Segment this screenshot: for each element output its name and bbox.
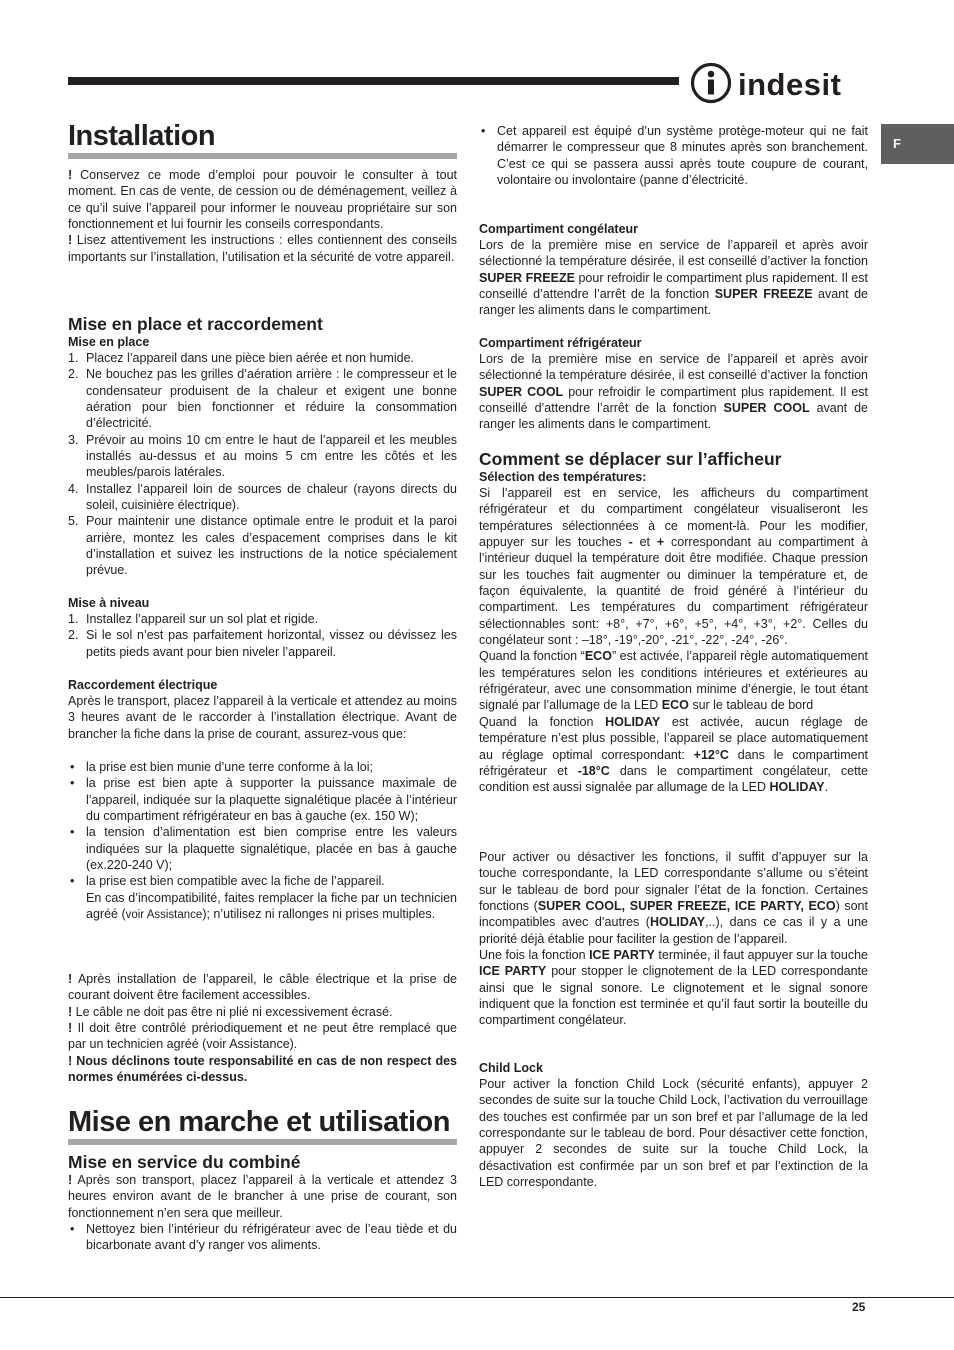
freezer-title: Compartiment congélateur	[479, 222, 639, 236]
startup-title: Mise en marche et utilisation	[68, 1106, 457, 1145]
list-item: 2. Si le sol n’est pas parfaitement horizontal, vissez ou dévissez les petits pieds avant pour bien niveler l’appareil.	[68, 628, 457, 659]
language-tab	[881, 124, 954, 164]
list-item: 1. Placez l’appareil dans une pièce bien aérée et non humide.	[68, 351, 415, 365]
leveling-list	[68, 611, 457, 660]
display-subtitle: Sélection des températures:	[479, 470, 647, 484]
installation-intro	[68, 167, 457, 265]
display-title: Comment se déplacer sur l’afficheur	[479, 449, 782, 469]
footer-rule	[0, 1297, 954, 1298]
disclaimer: ! Nous déclinons toute responsabilité en cas de non respect des normes énumérées ci-dessus.	[68, 1053, 457, 1085]
list-item: • Nettoyez bien l’intérieur du réfrigérateur avec de l’eau tiède et du bicarbonate avant d’y ranger vos aliments.	[70, 1222, 457, 1253]
fridge-section: Compartiment réfrigérateur Lors de la première mise en service de l’appareil et après avoir sélectionné la température désirée, il est conseillé d’activer la fonction SUPER COOL pour refroidir le compartiment plus rapidement. Il est conseillé d’attendre l’arrêt de la fonction SUPER COOL avant de ranger les aliments dans le compartiment.	[479, 336, 868, 432]
electrical-list	[68, 759, 457, 923]
brand-logo	[690, 62, 870, 104]
list-item: • la prise est bien munie d’une terre conforme à la loi;	[70, 760, 373, 774]
leveling-subtitle: Mise à niveau	[68, 596, 150, 610]
header-rule	[68, 77, 679, 85]
list-item: • la prise est bien apte à supporter la puissance maximale de l’appareil, indiquée sur la plaquette signalétique placée à l’intérieur du compartiment réfrigérateur en bas à gauche (ex. 150 W);	[70, 776, 457, 824]
page-number: 25	[852, 1300, 866, 1314]
list-item: • la tension d’alimentation est bien comprise entre les valeurs indiquées sur la plaquette signalétique, placée en bas à gauche (ex.220-240 V);	[70, 825, 457, 873]
language-tab-label: F	[893, 136, 901, 151]
list-item: • Cet appareil est équipé d’un système protège-moteur qui ne fait démarrer le compresseur que 8 minutes après son branchement. C’est ce qui se passera aussi après toute coupure de courant, volontaire ou involontaire (panne d’électricité.	[481, 124, 868, 188]
fridge-title: Compartiment réfrigérateur	[479, 336, 642, 350]
electrical-intro: Après le transport, placez l’appareil à la verticale et attendez au moins 3 heures avant de le raccorder à l’installation électrique. Avant de brancher la fiche dans la prise de courant, assurez-vous que:	[68, 694, 457, 741]
electrical-subtitle: Raccordement électrique	[68, 678, 218, 692]
list-item: 4. Installez l’appareil loin de sources de chaleur (rayons directs du soleil, cuisinière électrique).	[68, 481, 457, 513]
list-item: 1. Installez l’appareil sur un sol plat et rigide.	[68, 612, 319, 626]
startup-subtitle: Mise en service du combiné	[68, 1152, 301, 1172]
list-item: • la prise est bien compatible avec la fiche de l’appareil.	[70, 874, 385, 889]
list-item: 5. Pour maintenir une distance optimale entre le produit et la paroi arrière, montez les cales d’espacement comprises dans le kit d’installation et suivez les instructions de la notice spécialement prévue.	[68, 514, 457, 578]
installation-title: Installation	[68, 120, 457, 159]
list-item: 3. Prévoir au moins 10 cm entre le haut de l’appareil et les meubles installés au-dessus et au moins 5 cm entre les côtés et les meubles/parois latérales.	[68, 432, 457, 480]
warnings: ! Après installation de l’appareil, le câble électrique et la prise de courant doivent être facilement accessibles. ! Le câble ne doit pas être ni plié ni excessivement écrasé. ! Il doit être contrôlé prériodiquement et ne peut être remplacé que par un technicien agréé (voir Assistance). ! Nous déclinons toute responsabilité en cas de non respect des normes énumérées ci-dessus.	[68, 972, 457, 1085]
freezer-section: Compartiment congélateur Lors de la première mise en service de l’appareil et après avoir sélectionné la température désirée, il est conseillé d’activer la fonction SUPER FREEZE pour refroidir le compartiment plus rapidement. Il est conseillé d’attendre l’arrêt de la fonction SUPER FREEZE avant de ranger les aliments dans le compartiment.	[479, 222, 868, 318]
childlock-section: Child Lock Pour activer la fonction Child Lock (sécurité enfants), appuyer 2 secondes de suite sur la touche Child Lock, l’activation du verrouillage des touches est confirmée par un son bref et par l’allumage de la led correspondante sur le tableau de bord. Pour désactiver cette fonction, appuyer 2 secondes de suite sur la touche Child Lock, la désactivation est confirmée par un son bref et par l’extinction de la LED correspondante.	[479, 1061, 868, 1190]
intro-paragraph: ! Lisez attentivement les instructions : elles contiennent des conseils importants sur l’installation, l’utilisation et la sécurité de votre appareil.	[68, 233, 457, 264]
placement-list	[68, 350, 457, 579]
placement-subtitle: Mise en place	[68, 335, 150, 349]
brand-name: indesit	[738, 67, 842, 102]
childlock-title: Child Lock	[479, 1061, 543, 1075]
indesit-logo-icon	[690, 62, 870, 104]
intro-paragraph: ! Conservez ce mode d’emploi pour pouvoir le consulter à tout moment. En cas de vente, de cession ou de déménagement, veillez à ce qu’il suive l’appareil pour informer le nouveau propriétaire sur son fonctionnement et lui fournir les conseils correspondants.	[68, 168, 457, 232]
display-section: Comment se déplacer sur l’afficheur Sélection des températures: Si l’appareil est en service, les afficheurs du compartiment réfrigérateur et du compartiment congélateur visualiseront les températures sélectionnées à ce moment-là. Pour les modifier, appuyer sur les touches - et + correspondant au compartiment à l’intérieur duquel la température doit être modifiée. Chaque pression sur les touches fait augmenter ou diminuer la température et, de façon équivalente, la quantité de froid généré à l’intérieur du compartiment. Les températures du compartiment réfrigérateur sélectionnables sont: +8°, +7°, +6°, +5°, +4°, +3°, +2°. Celles du congélateur sont : –18°, -19°,-20°, -21°, -22°, -24°, -26°. Quand la fonction “ECO” est activée, l’appareil règle automatiquement les températures selon les conditions intérieures et extérieures au réfrigérateur, avec une consommation minime d’énergie, le tout étant signalé par l’allumage de la LED ECO sur le tableau de bord Quand la fonction HOLIDAY est activée, aucun réglage de température n’est plus possible, l’appareil se place automatiquement au réglage optimal correspondant: +12°C dans le compartiment réfrigérateur et -18°C dans le compartiment congélateur, cette condition est aussi signalée par allumage de la LED HOLIDAY.	[479, 449, 868, 795]
list-item: 2. Ne bouchez pas les grilles d’aération arrière : le compresseur et le condensateur produisent de la chaleur et exigent une bonne aération pour bien fonctionner et réduire la consommation d’électricité.	[68, 367, 457, 431]
list-item-continued: En cas d’incompatibilité, faites remplacer la fiche par un technicien agréé (voir Assistance); n’utilisez ni rallonges ni prises multiples.	[86, 890, 457, 922]
placement-title: Mise en place et raccordement	[68, 314, 323, 334]
